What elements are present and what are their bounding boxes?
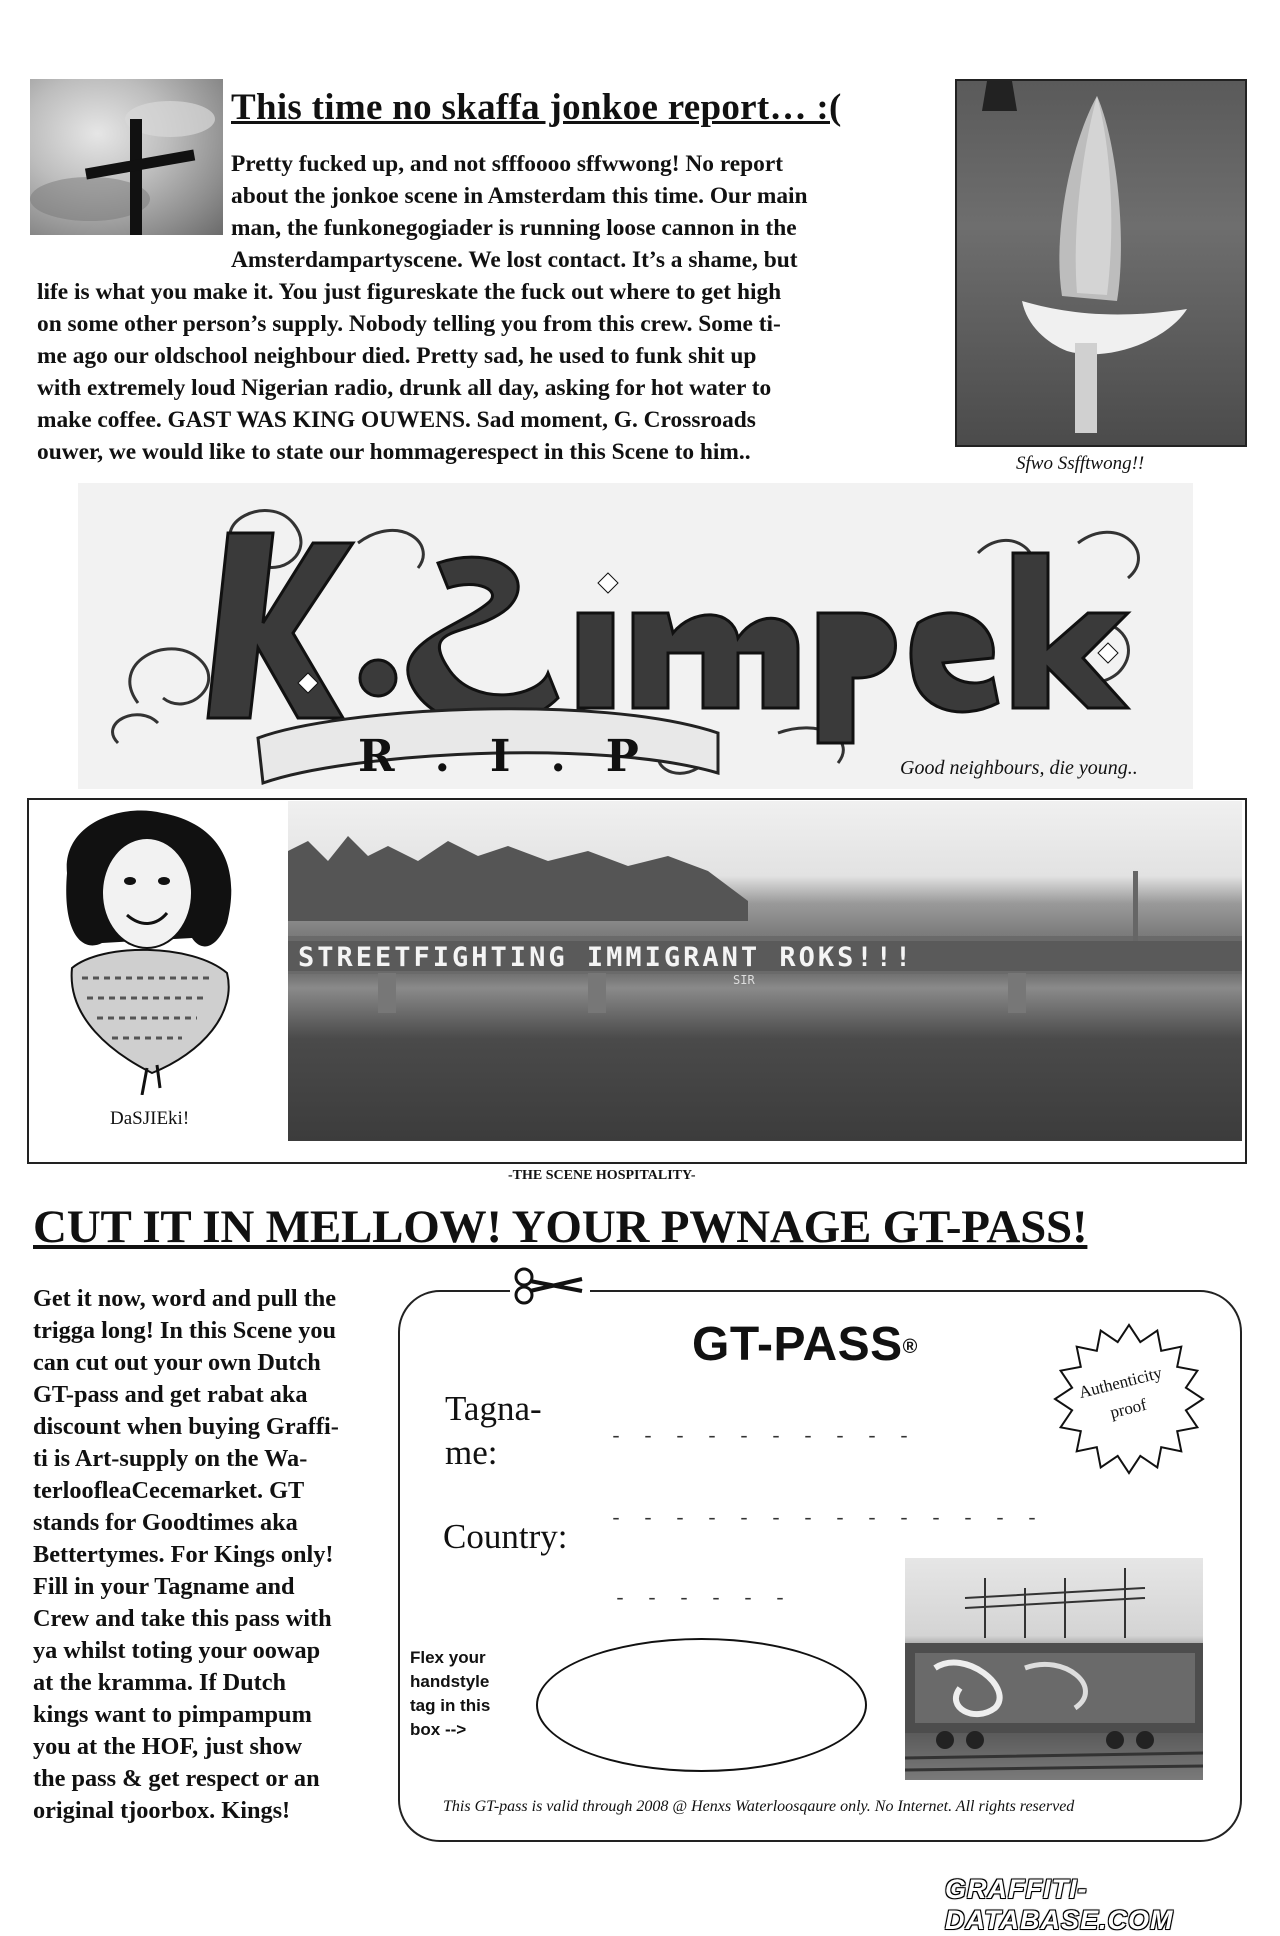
text-line: the pass & get respect or an	[33, 1765, 320, 1792]
text-line: GT-pass and get rabat aka	[33, 1381, 308, 1408]
bridge-graffiti-text: STREETFIGHTING IMMIGRANT ROKS!!!	[298, 942, 915, 973]
text-line: terloofleaCecemarket. GT	[33, 1477, 305, 1504]
gt-pass-title	[692, 1317, 918, 1372]
flex-line: tag in this	[410, 1696, 491, 1715]
seal-text-2: proof	[1108, 1394, 1149, 1423]
article-intro	[231, 148, 951, 276]
bridge-subtext: SIR	[733, 973, 755, 987]
text-line: stands for Goodtimes aka	[33, 1509, 298, 1536]
text-line: can cut out your own Dutch	[33, 1349, 321, 1376]
text-line: you at the HOF, just show	[33, 1733, 303, 1760]
kosimpek-rip-piece	[78, 483, 1193, 789]
intro-line: man, the funkonegogiader is running loose cannon in the	[231, 215, 797, 241]
body-line: ouwer, we would like to state our hommagerespect in this Scene to him..	[37, 439, 751, 465]
flex-line: handstyle	[410, 1672, 490, 1691]
text-line: ti is Art-supply on the Wa-	[33, 1445, 308, 1472]
country-field[interactable]: - - - - - - - - - - - - - -	[610, 1508, 1043, 1531]
pass-section-text	[33, 1283, 403, 1827]
authenticity-seal	[1050, 1320, 1208, 1478]
intro-line: Pretty fucked up, and not sfffoooo sffwwong! No report	[231, 151, 784, 177]
tagname-label-1: Tagna-	[445, 1389, 542, 1428]
text-line: kings want to pimpampum	[33, 1701, 312, 1728]
mushroom-icon	[957, 81, 1245, 445]
tagname-field[interactable]: - - - - - - - - - -	[610, 1426, 915, 1449]
text-line: Crew and take this pass with	[33, 1605, 332, 1632]
mushroom-photo	[955, 79, 1247, 447]
portrait-icon	[42, 803, 247, 1095]
intro-line: Amsterdampartyscene. We lost contact. It’s a shame, but	[231, 247, 798, 273]
portrait-caption: DaSJIEki!	[110, 1108, 190, 1129]
crew-field[interactable]: - - - - - -	[614, 1588, 791, 1611]
tagname-label-2: me:	[445, 1433, 498, 1472]
body-line: life is what you make it. You just figureskate the fuck out where to get high	[37, 279, 782, 305]
text-line: ya whilst toting your oowap	[33, 1637, 321, 1664]
body-line: make coffee. GAST WAS KING OUWENS. Sad moment, G. Crossroads	[37, 407, 756, 433]
registered-mark: ®	[902, 1335, 918, 1358]
train-scene	[905, 1558, 1203, 1780]
text-line: at the kramma. If Dutch	[33, 1669, 287, 1696]
watermark-logo: GRAFFITI-DATABASE.COM	[945, 1874, 1174, 1935]
flex-instructions	[410, 1646, 490, 1742]
tagname-label	[445, 1387, 542, 1475]
article-title: This time no skaffa jonkoe report… :(	[231, 87, 842, 128]
flex-line: Flex your	[410, 1648, 486, 1667]
intro-line: about the jonkoe scene in Amsterdam this time. Our main	[231, 183, 808, 209]
train-photo	[905, 1558, 1203, 1780]
bridge-scene	[288, 801, 1242, 1141]
rip-banner-text: R.I.P	[358, 731, 679, 782]
handstyle-tag-box[interactable]	[536, 1638, 867, 1772]
body-line: with extremely loud Nigerian radio, drunk all day, asking for hot water to	[37, 375, 772, 401]
text-line: Get it now, word and pull the	[33, 1285, 337, 1312]
text-line: Bettertymes. For Kings only!	[33, 1541, 334, 1568]
scissors-icon	[510, 1265, 590, 1305]
mushroom-caption: Sfwo Ssfftwong!!	[1016, 453, 1145, 474]
article-body	[37, 276, 952, 468]
gt-pass-footer: This GT-pass is valid through 2008 @ Henxs Waterloosqaure only. No Internet. All rights reserved	[443, 1798, 1075, 1815]
memorial-caption: Good neighbours, die young..	[900, 757, 1138, 779]
bridge-photo	[288, 801, 1242, 1141]
memorial-graffiti	[78, 483, 1193, 789]
body-line: me ago our oldschool neighbour died. Pretty sad, he used to funk shit up	[37, 343, 757, 369]
text-line: trigga long! In this Scene you	[33, 1317, 337, 1344]
seal-text-1: Authenticity	[1076, 1363, 1164, 1403]
cross-sky-photo	[30, 79, 223, 235]
text-line: discount when buying Graffi-	[33, 1413, 339, 1440]
text-line: original tjoorbox. Kings!	[33, 1797, 291, 1824]
country-label: Country:	[443, 1517, 568, 1556]
body-line: on some other person’s supply. Nobody telling you from this crew. Some ti-	[37, 311, 781, 337]
flex-line: box -->	[410, 1720, 467, 1739]
text-line: Fill in your Tagname and	[33, 1573, 295, 1600]
pass-section-title: CUT IT IN MELLOW! YOUR PWNAGE GT-PASS!	[33, 1201, 1088, 1253]
hospitality-caption: -THE SCENE HOSPITALITY-	[508, 1168, 696, 1183]
portrait-illustration	[42, 803, 247, 1095]
cross-icon	[30, 79, 223, 235]
gt-pass-title-text: GT-PASS	[692, 1318, 903, 1371]
